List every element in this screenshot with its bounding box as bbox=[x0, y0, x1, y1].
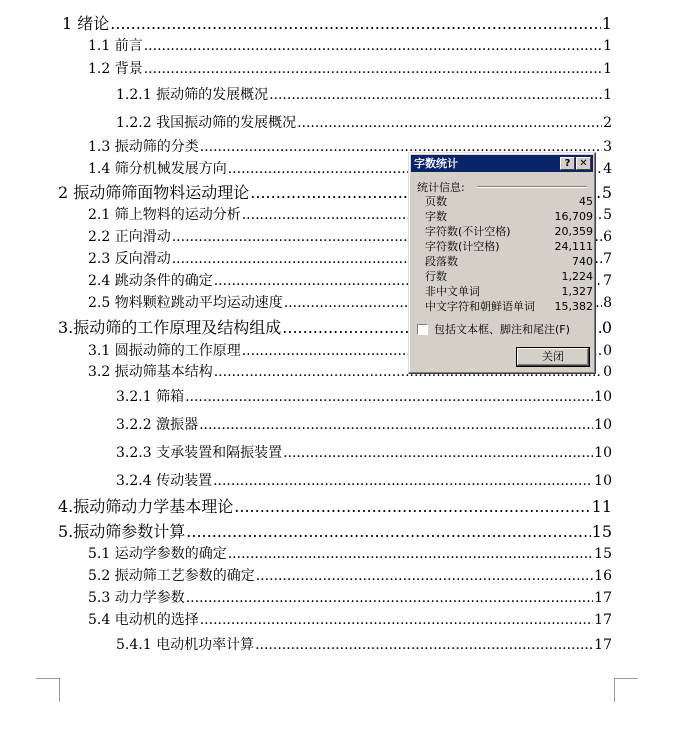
toc-entry-label: 1.3 振动筛的分类 bbox=[88, 139, 199, 155]
dot-leader bbox=[283, 445, 593, 461]
stat-value: 24,111 bbox=[554, 240, 593, 253]
toc-entry-label: 2.5 物料颗粒跳动平均运动速度 bbox=[88, 295, 283, 311]
toc-entry-page: 3 bbox=[603, 139, 612, 155]
toc-entry[interactable] bbox=[88, 587, 612, 607]
toc-entry-page: 17 bbox=[594, 590, 612, 606]
toc-entry-label: 5.1 运动学参数的确定 bbox=[88, 546, 227, 562]
toc-entry-page: 10 bbox=[594, 417, 612, 433]
toc-entry-label: 1 绪论 bbox=[62, 14, 110, 33]
stat-label: 字符数(计空格) bbox=[425, 240, 500, 253]
toc-entry-label: 2.3 反向滑动 bbox=[88, 251, 171, 267]
stat-value: 45 bbox=[579, 195, 593, 208]
toc-entry-page: 17 bbox=[594, 637, 612, 653]
dot-leader bbox=[297, 115, 602, 131]
toc-entry-page: 1 bbox=[603, 38, 612, 54]
dot-leader bbox=[199, 417, 593, 433]
toc-entry-label: 2.2 正向滑动 bbox=[88, 229, 171, 245]
toc-entry-page: 10 bbox=[594, 389, 612, 405]
dot-leader bbox=[185, 389, 593, 405]
toc-entry[interactable] bbox=[116, 386, 612, 406]
dot-leader bbox=[186, 590, 593, 606]
stat-label: 页数 bbox=[425, 195, 447, 208]
toc-entry[interactable] bbox=[88, 565, 612, 585]
stat-label: 段落数 bbox=[425, 255, 458, 268]
toc-entry-label: 3.2 振动筛基本结构 bbox=[88, 364, 213, 380]
toc-entry-label: 3.1 圆振动筛的工作原理 bbox=[88, 343, 241, 359]
dot-leader bbox=[228, 546, 593, 562]
include-footnotes-label: 包括文本框、脚注和尾注(F) bbox=[434, 323, 570, 336]
toc-entry-page: 0 bbox=[603, 364, 612, 380]
toc-entry-page: 1 bbox=[603, 87, 612, 103]
toc-entry-label: 3.2.4 传动装置 bbox=[116, 473, 213, 489]
toc-entry[interactable] bbox=[116, 112, 612, 132]
toc-entry-page: 1 bbox=[601, 14, 612, 33]
toc-entry[interactable] bbox=[88, 609, 612, 629]
crop-mark-right-horizontal bbox=[614, 678, 638, 679]
toc-entry[interactable] bbox=[62, 11, 612, 34]
dot-leader bbox=[200, 612, 593, 628]
toc-entry[interactable] bbox=[116, 470, 612, 490]
dot-leader bbox=[144, 61, 602, 77]
dot-leader bbox=[255, 637, 593, 653]
toc-entry-label: 3.2.1 筛箱 bbox=[116, 389, 185, 405]
dot-leader bbox=[213, 473, 593, 489]
toc-entry-label: 1.2.1 振动筛的发展概况 bbox=[116, 87, 269, 103]
dot-leader bbox=[144, 38, 602, 54]
toc-entry-page: 0 bbox=[603, 343, 612, 359]
toc-entry-page: 17 bbox=[594, 612, 612, 628]
crop-mark-left-vertical bbox=[59, 678, 60, 702]
toc-entry[interactable] bbox=[88, 543, 612, 563]
include-footnotes-option[interactable] bbox=[417, 321, 570, 337]
toc-entry-page: 10 bbox=[594, 445, 612, 461]
toc-entry-page: 5 bbox=[603, 207, 612, 223]
toc-entry-page: 4 bbox=[603, 161, 612, 177]
stat-label: 字符数(不计空格) bbox=[425, 225, 511, 238]
toc-entry-label: 1.1 前言 bbox=[88, 38, 143, 54]
stat-value: 15,382 bbox=[554, 300, 593, 313]
stat-row bbox=[425, 195, 593, 209]
toc-entry-label: 2 振动筛筛面物料运动理论 bbox=[58, 183, 250, 202]
dot-leader bbox=[186, 522, 590, 541]
toc-entry-label: 1.4 筛分机械发展方向 bbox=[88, 161, 227, 177]
stat-label: 中文字符和朝鲜语单词 bbox=[425, 300, 535, 313]
toc-entry-page: 15 bbox=[591, 522, 612, 541]
toc-entry-page: 15 bbox=[594, 546, 612, 562]
toc-entry-page: 11 bbox=[591, 497, 612, 516]
stats-heading: 统计信息: bbox=[417, 181, 465, 194]
toc-entry-page: 2 bbox=[603, 115, 612, 131]
toc-entry-label: 5.3 动力学参数 bbox=[88, 590, 185, 606]
stat-row bbox=[425, 270, 593, 284]
toc-entry-page: 7 bbox=[603, 251, 612, 267]
toc-entry-label: 1.2.2 我国振动筛的发展概况 bbox=[116, 115, 297, 131]
toc-entry-label: 2.1 筛上物料的运动分析 bbox=[88, 207, 241, 223]
toc-entry-page: 0 bbox=[601, 318, 612, 337]
toc-entry[interactable] bbox=[116, 414, 612, 434]
include-footnotes-checkbox[interactable] bbox=[417, 324, 428, 335]
dialog-titlebar[interactable] bbox=[411, 155, 593, 172]
stat-label: 行数 bbox=[425, 270, 447, 283]
stat-row bbox=[425, 300, 593, 314]
toc-entry[interactable] bbox=[116, 634, 612, 654]
toc-entry-label: 3.2.2 激振器 bbox=[116, 417, 199, 433]
toc-entry-label: 1.2 背景 bbox=[88, 61, 143, 77]
stat-label: 非中文单词 bbox=[425, 285, 480, 298]
toc-entry-page: 16 bbox=[594, 568, 612, 584]
toc-entry[interactable] bbox=[116, 442, 612, 462]
toc-entry-page: 6 bbox=[603, 229, 612, 245]
dot-leader bbox=[256, 568, 593, 584]
toc-entry[interactable] bbox=[116, 84, 612, 104]
word-count-dialog bbox=[408, 152, 596, 374]
stat-value: 740 bbox=[572, 255, 593, 268]
toc-entry-label: 5.振动筛参数计算 bbox=[58, 522, 186, 541]
toc-entry-label: 2.4 跳动条件的确定 bbox=[88, 273, 213, 289]
help-button[interactable]: ? bbox=[560, 157, 575, 170]
toc-entry-label: 4.振动筛动力学基本理论 bbox=[58, 497, 234, 516]
toc-entry-label: 5.2 振动筛工艺参数的确定 bbox=[88, 568, 255, 584]
stat-value: 1,327 bbox=[561, 285, 593, 298]
toc-entry[interactable] bbox=[88, 58, 612, 78]
stat-row bbox=[425, 285, 593, 299]
stat-row bbox=[425, 255, 593, 269]
stat-row bbox=[425, 225, 593, 239]
stat-value: 20,359 bbox=[554, 225, 593, 238]
heading-divider bbox=[477, 186, 587, 188]
crop-mark-left-horizontal bbox=[36, 678, 60, 679]
toc-entry[interactable] bbox=[88, 35, 612, 55]
crop-mark-right-vertical bbox=[614, 678, 615, 702]
stat-value: 16,709 bbox=[554, 210, 593, 223]
dialog-title: 字数统计 bbox=[414, 157, 458, 170]
dot-leader bbox=[110, 14, 601, 33]
toc-entry-page: 1 bbox=[603, 61, 612, 77]
dot-leader bbox=[234, 497, 590, 516]
stat-row bbox=[425, 240, 593, 254]
toc-entry[interactable] bbox=[58, 494, 612, 517]
toc-entry-label: 3.振动筛的工作原理及结构组成 bbox=[58, 318, 282, 337]
toc-entry-label: 5.4.1 电动机功率计算 bbox=[116, 637, 255, 653]
toc-entry-label: 5.4 电动机的选择 bbox=[88, 612, 199, 628]
toc-entry-page: 7 bbox=[603, 273, 612, 289]
stat-row bbox=[425, 210, 593, 224]
toc-entry[interactable] bbox=[58, 519, 612, 542]
toc-entry-page: 8 bbox=[603, 295, 612, 311]
stat-label: 字数 bbox=[425, 210, 447, 223]
close-button[interactable]: 关闭 bbox=[516, 347, 590, 367]
toc-entry-page: 10 bbox=[594, 473, 612, 489]
dot-leader bbox=[269, 87, 602, 103]
toc-entry-label: 3.2.3 支承装置和隔振装置 bbox=[116, 445, 283, 461]
toc-entry-page: 5 bbox=[601, 183, 612, 202]
close-icon[interactable]: ✕ bbox=[576, 157, 591, 170]
stat-value: 1,224 bbox=[561, 270, 593, 283]
